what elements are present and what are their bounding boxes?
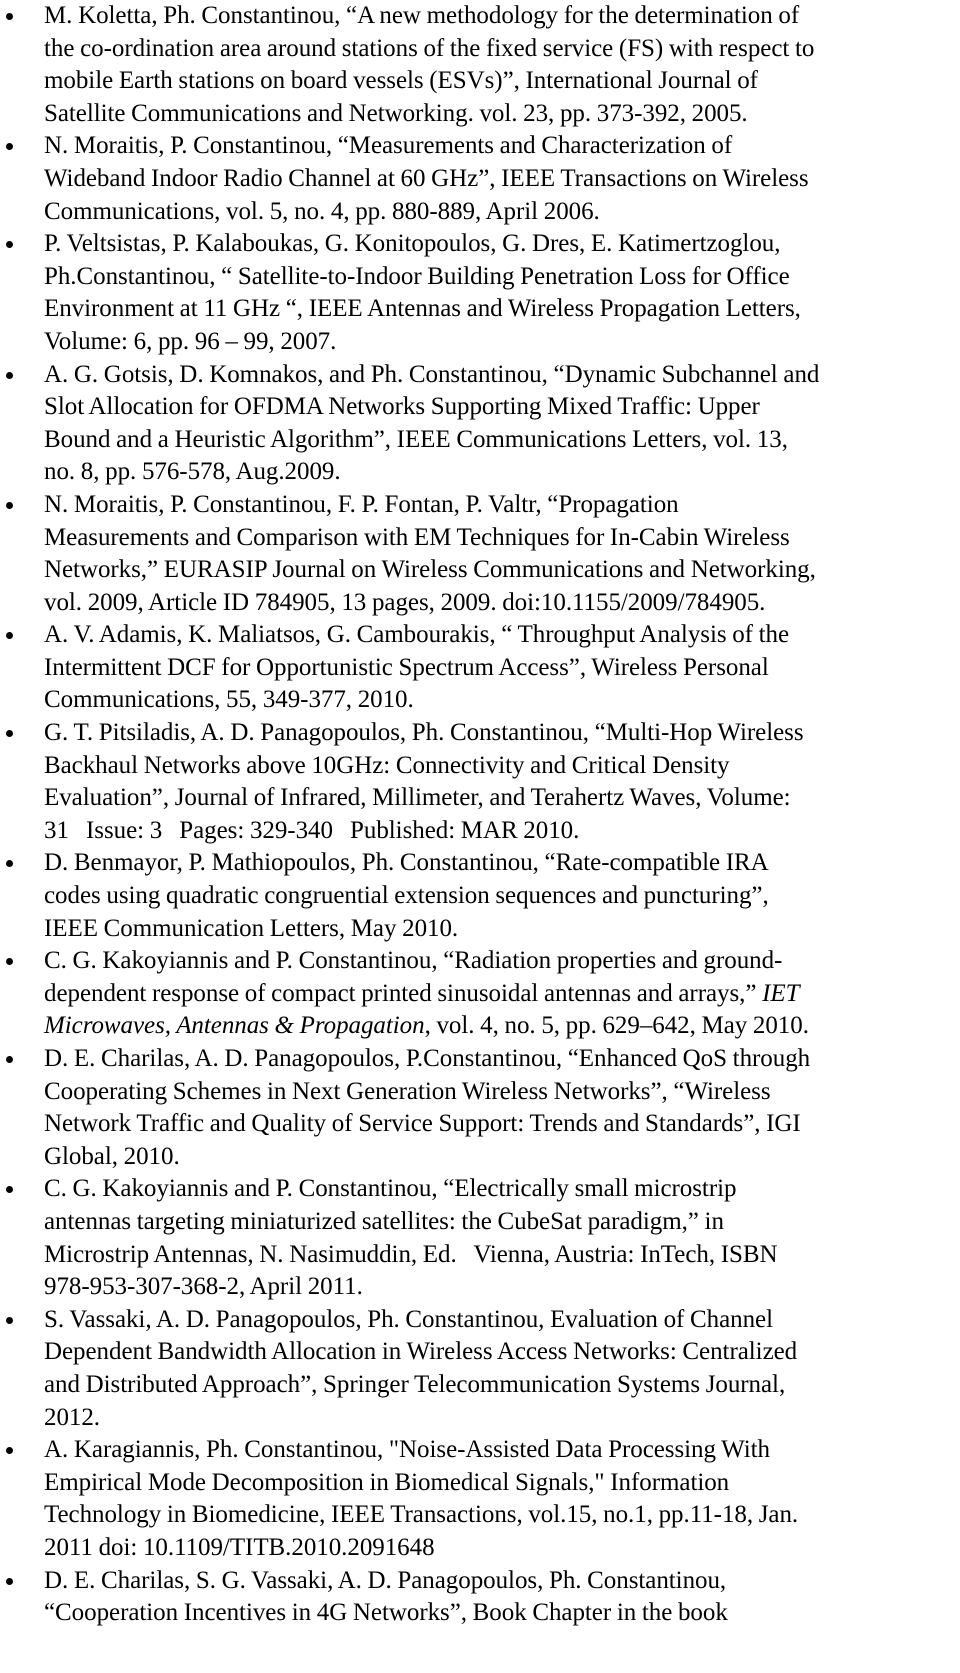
reference-line: C. G. Kakoyiannis and P. Constantinou, “Electrically small microstrip [44, 1175, 737, 1203]
reference-line: Wideband Indoor Radio Channel at 60 GHz”, IEEE Transactions on Wireless [44, 164, 809, 192]
bullet-icon [6, 241, 13, 248]
reference-line-mixed [44, 978, 948, 1011]
reference-line: A. Karagiannis, Ph. Constantinou, "Noise-Assisted Data Processing With [44, 1436, 770, 1464]
reference-line: Cooperating Schemes in Next Generation Wireless Networks”, “Wireless [44, 1077, 771, 1105]
reference-line: 2012. [44, 1403, 101, 1431]
reference-line-mixed [44, 1010, 948, 1043]
reference-line: Volume: 6, pp. 96 – 99, 2007. [44, 327, 337, 355]
reference-line: no. 8, pp. 576-578, Aug.2009. [44, 458, 341, 486]
reference-line: Technology in Biomedicine, IEEE Transactions, vol.15, no.1, pp.11-18, Jan. [44, 1501, 799, 1529]
reference-line: antennas targeting miniaturized satellites: the CubeSat paradigm,” in [44, 1207, 724, 1235]
bullet-icon [6, 143, 13, 150]
reference-line: C. G. Kakoyiannis and P. Constantinou, “Radiation properties and ground- [44, 947, 783, 975]
reference-line: N. Moraitis, P. Constantinou, “Measurements and Characterization of [44, 132, 733, 160]
reference-line: A. G. Gotsis, D. Komnakos, and Ph. Constantinou, “Dynamic Subchannel and [44, 360, 820, 388]
reference-line: P. Veltsistas, P. Kalaboukas, G. Konitopoulos, G. Dres, E. Katimertzoglou, [44, 230, 781, 258]
reference-line: Evaluation”, Journal of Infrared, Millimeter, and Terahertz Waves, Volume: [44, 784, 791, 812]
reference-line: A. V. Adamis, K. Maliatsos, G. Cambourakis, “ Throughput Analysis of the [44, 621, 790, 649]
bullet-icon [6, 1186, 13, 1193]
bullet-icon [6, 860, 13, 867]
reference-line: Measurements and Comparison with EM Techniques for In-Cabin Wireless [44, 523, 790, 551]
reference-line: 31 Issue: 3 Pages: 329-340 Published: MAR 2010. [44, 816, 580, 844]
bullet-icon [6, 502, 13, 509]
list-item [0, 1434, 960, 1564]
reference-line: codes using quadratic congruential extension sequences and puncturing”, [44, 882, 769, 910]
reference-line: S. Vassaki, A. D. Panagopoulos, Ph. Constantinou, Evaluation of Channel [44, 1305, 773, 1333]
list-item [0, 1173, 960, 1303]
reference-line: D. Benmayor, P. Mathiopoulos, Ph. Constantinou, “Rate-compatible IRA [44, 849, 769, 877]
reference-line: Global, 2010. [44, 1142, 180, 1170]
reference-line: Empirical Mode Decomposition in Biomedical Signals," Information [44, 1468, 730, 1496]
reference-line: M. Koletta, Ph. Constantinou, “A new methodology for the determination of [44, 2, 800, 29]
bullet-icon [6, 1317, 13, 1324]
reference-line: 2011 doi: 10.1109/TITB.2010.2091648 [44, 1533, 435, 1561]
list-item [0, 847, 960, 945]
reference-line: 978-953-307-368-2, April 2011. [44, 1273, 363, 1301]
journal-name-italic: IET [762, 979, 800, 1007]
reference-line: Backhaul Networks above 10GHz: Connectivity and Critical Density [44, 751, 730, 779]
list-item [0, 1304, 960, 1434]
bullet-icon [6, 1578, 13, 1585]
reference-line: Slot Allocation for OFDMA Networks Supporting Mixed Traffic: Upper [44, 393, 760, 421]
list-item [0, 945, 960, 1043]
reference-line: IEEE Communication Letters, May 2010. [44, 914, 459, 942]
list-item [0, 130, 960, 228]
reference-line: N. Moraitis, P. Constantinou, F. P. Fontan, P. Valtr, “Propagation [44, 490, 679, 518]
bullet-icon [6, 13, 13, 20]
bullet-icon [6, 958, 13, 965]
reference-line: mobile Earth stations on board vessels (ESVs)”, International Journal of [44, 67, 758, 95]
reference-line: Dependent Bandwidth Allocation in Wireless Access Networks: Centralized [44, 1338, 798, 1366]
reference-line: and Distributed Approach”, Springer Telecommunication Systems Journal, [44, 1370, 786, 1398]
reference-line: the co-ordination area around stations of the fixed service (FS) with respect to [44, 34, 815, 62]
bullet-icon [6, 1056, 13, 1063]
reference-line: Ph.Constantinou, “ Satellite-to-Indoor Building Penetration Loss for Office [44, 262, 790, 290]
bullet-icon [6, 632, 13, 639]
reference-line-tail: , vol. 4, no. 5, pp. 629–642, May 2010. [424, 1012, 809, 1040]
list-item [0, 1565, 960, 1630]
reference-line: Networks,” EURASIP Journal on Wireless Communications and Networking, [44, 556, 816, 584]
reference-line: D. E. Charilas, S. G. Vassaki, A. D. Panagopoulos, Ph. Constantinou, [44, 1566, 727, 1594]
reference-line: “Cooperation Incentives in 4G Networks”, Book Chapter in the book [44, 1599, 728, 1627]
reference-line: Intermittent DCF for Opportunistic Spectrum Access”, Wireless Personal [44, 653, 769, 681]
reference-line: Satellite Communications and Networking. vol. 23, pp. 373-392, 2005. [44, 99, 748, 127]
list-item [0, 1043, 960, 1173]
reference-line: D. E. Charilas, A. D. Panagopoulos, P.Constantinou, “Enhanced QoS through [44, 1045, 811, 1072]
list-item [0, 717, 960, 847]
reference-line: Environment at 11 GHz “, IEEE Antennas and Wireless Propagation Letters, [44, 295, 801, 323]
list-item [0, 0, 960, 130]
bullet-icon [6, 372, 13, 379]
reference-line: Communications, vol. 5, no. 4, pp. 880-889, April 2006. [44, 197, 600, 225]
reference-line: vol. 2009, Article ID 784905, 13 pages, 2009. doi:10.1155/2009/784905. [44, 588, 766, 616]
reference-line: Communications, 55, 349-377, 2010. [44, 686, 414, 714]
list-item [0, 489, 960, 619]
reference-line: Microstrip Antennas, N. Nasimuddin, Ed. Vienna, Austria: InTech, ISBN [44, 1240, 778, 1268]
reference-line: Network Traffic and Quality of Service Support: Trends and Standards”, IGI [44, 1110, 801, 1138]
list-item [0, 619, 960, 717]
reference-line: dependent response of compact printed sinusoidal antennas and arrays,” [44, 979, 757, 1007]
reference-line: G. T. Pitsiladis, A. D. Panagopoulos, Ph. Constantinou, “Multi-Hop Wireless [44, 719, 804, 747]
journal-name-italic: Microwaves, Antennas & Propagation [44, 1012, 425, 1040]
reference-line: Bound and a Heuristic Algorithm”, IEEE Communications Letters, vol. 13, [44, 425, 788, 453]
list-item [0, 359, 960, 489]
bullet-icon [6, 1447, 13, 1454]
list-item [0, 228, 960, 358]
bullet-icon [6, 730, 13, 737]
